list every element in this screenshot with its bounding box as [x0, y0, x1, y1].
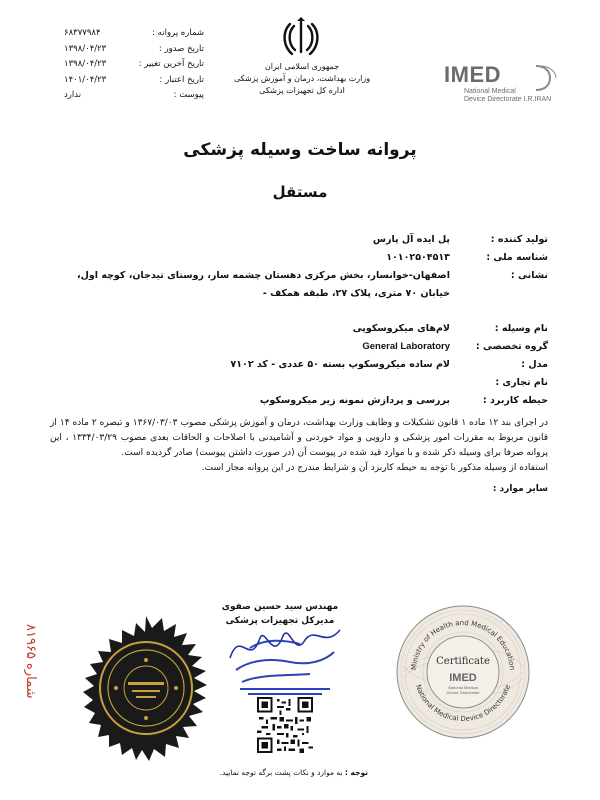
svg-text:IMED: IMED	[449, 672, 477, 684]
iran-emblem-icon	[279, 16, 323, 60]
meta-row-license-number	[64, 26, 204, 42]
signatory-role: مدیرکل تجهیزات پزشکی	[225, 616, 335, 626]
ministry-caption	[232, 61, 372, 97]
producer-row	[50, 267, 548, 303]
meta-row-issue-date	[64, 42, 204, 58]
field-value: بررسی و پردازش نمونه زیر میکروسکوپ	[259, 395, 450, 406]
field-label: مدل :	[521, 359, 548, 370]
footer-note	[220, 768, 368, 777]
field-value: ۱۰۱۰۲۵۰۴۵۱۳	[386, 252, 450, 263]
field-label: شناسه ملی :	[486, 252, 548, 263]
meta-row-last-change	[64, 57, 204, 73]
meta-label: پیوست :	[173, 90, 204, 100]
legal-paragraph: استفاده از وسیله مذکور با توجه به حیطه کاربرد آن و شرایط مندرج در این پروانه مجاز است.	[201, 463, 548, 473]
field-label: حیطه کاربرد :	[482, 395, 548, 406]
field-label: نام تجاری :	[495, 377, 548, 388]
imed-logo-text: IMED	[444, 62, 501, 87]
ministry-line: اداره کل تجهیزات پزشکی	[259, 86, 345, 95]
meta-value: ۶۸۳۷۷۹۸۴	[64, 28, 101, 38]
meta-row-validity	[64, 73, 204, 89]
meta-label: تاریخ اعتبار :	[159, 74, 204, 85]
signatory-name: مهندس سید حسین صفوی	[221, 602, 339, 612]
other-items-label: سایر موارد :	[492, 484, 548, 494]
field-label: نام وسیله :	[494, 323, 548, 334]
license-meta	[64, 26, 204, 104]
field-value: General Laboratory	[362, 341, 450, 352]
imed-logo-subtitle	[464, 88, 551, 104]
producer-section	[50, 231, 548, 303]
gold-seal-icon	[72, 614, 220, 762]
meta-label: شماره پروانه :	[152, 28, 204, 38]
legal-text	[50, 416, 548, 497]
ministry-line: وزارت بهداشت، درمان و آموزش پزشکی	[233, 74, 371, 83]
footer-note-label: توجه :	[344, 768, 368, 777]
qr-code	[257, 697, 313, 753]
page-title: پروانه ساخت وسیله پزشکی	[183, 140, 417, 160]
footer-note-text: به موارد و نکات پشت برگه توجه نمایید.	[219, 768, 343, 777]
svg-text:Certificate: Certificate	[436, 656, 490, 667]
meta-value: ۱۴۰۱/۰۴/۲۳	[64, 74, 107, 85]
imed-subtitle-line: Device Directorate I.R.IRAN	[464, 96, 552, 103]
meta-label: تاریخ آخرین تغییر :	[138, 59, 204, 69]
device-row	[50, 320, 548, 338]
serial-number-stamp	[10, 620, 38, 740]
svg-text:National Medical: National Medical	[448, 685, 478, 690]
meta-row-attachment	[64, 88, 204, 104]
field-value: اصفهان-خوانسار، بخش مرکزی دهستان چشمه سار، روستای تیدجان، کوچه اول، خیابان ۷۰ متری، پلاک ۲۷، طبقه همکف -	[77, 270, 450, 299]
field-value: پل ایده آل پارس	[372, 234, 450, 245]
field-label: گروه تخصصی :	[475, 341, 548, 352]
field-value: لام ساده میکروسکوپ بسته ۵۰ عددی - کد ۷۱۰۲	[230, 359, 450, 370]
svg-text:Device Directorate: Device Directorate	[446, 690, 480, 695]
imed-logo	[444, 62, 564, 102]
meta-value: ۱۳۹۸/۰۴/۲۳	[64, 59, 107, 69]
device-section	[50, 320, 548, 410]
device-row	[50, 356, 548, 374]
ministry-line: جمهوری اسلامی ایران	[264, 62, 340, 71]
meta-value: ندارد	[64, 90, 82, 100]
device-row	[50, 338, 548, 356]
field-label: تولید کننده :	[490, 234, 548, 245]
field-label: نشانی :	[510, 270, 548, 281]
producer-row	[50, 249, 548, 267]
meta-value: ۱۳۹۸/۰۴/۲۳	[64, 43, 107, 54]
meta-label: تاریخ صدور :	[158, 43, 204, 54]
certificate-seal-icon	[394, 603, 532, 741]
device-row	[50, 374, 548, 392]
device-row	[50, 392, 548, 410]
legal-paragraph: در اجرای بند ۱۲ ماده ۱ قانون تشکیلات و وظایف وزارت بهداشت، درمان و آموزش پزشکی مصوب ۱۳۶۷/۰۳/۰۳ و تبصره ۲ ماده ۱۴ از قانون مربوط به مقررات امور پزشکی و دارویی و مواد خوردنی و آشامیدنی با اصلاحات و الحاقات بعدی مصوب ۱۳۳۴/۰۳/۲۹ ، این پروانه صرفا برای وسیله ذکر شده و با موارد قید شده در پیوست آن (در صورت داشتن پیوست) صادر گردیده است.	[50, 418, 549, 458]
imed-subtitle-line: National Medical	[464, 88, 516, 95]
field-value: لام‌های میکروسکوپی	[352, 323, 450, 334]
producer-row	[50, 231, 548, 249]
signatory-block	[210, 600, 350, 628]
svg-text:National Medical Device Direct: National Medical Device Directorate	[413, 683, 513, 724]
svg-text:Ministry of Health and Medical: Ministry of Health and Medical Education	[409, 618, 516, 671]
serial-number-text: شماره ۸۱۹۶۵	[23, 624, 38, 699]
license-type: مستقل	[272, 183, 328, 201]
